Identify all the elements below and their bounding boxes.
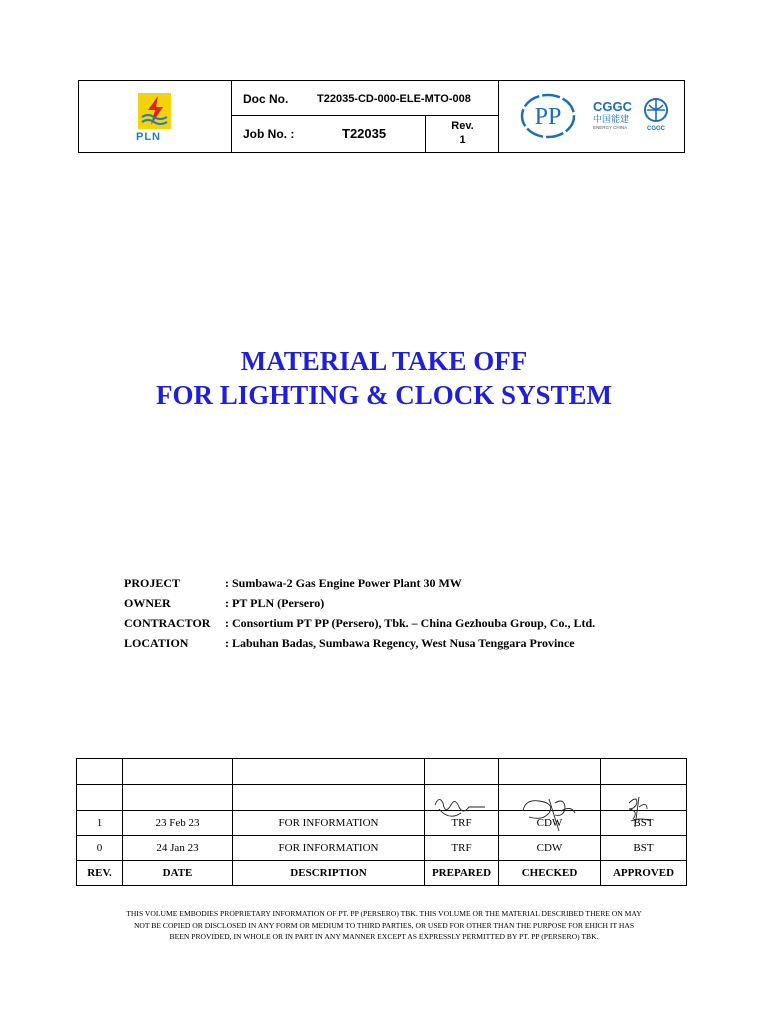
document-header bbox=[78, 80, 685, 153]
prepared-cell bbox=[425, 811, 499, 836]
table-header-row bbox=[77, 861, 687, 886]
rev-cell bbox=[77, 785, 123, 811]
pln-logo-text: PLN bbox=[136, 131, 161, 143]
contractor-label: CONTRACTOR bbox=[124, 616, 211, 630]
header-checked: CHECKED bbox=[499, 861, 601, 886]
project-label: PROJECT bbox=[124, 576, 181, 590]
revision-value: 1 bbox=[459, 134, 466, 146]
date-cell: 24 Jan 23 bbox=[123, 836, 233, 861]
header-date: DATE bbox=[123, 861, 233, 886]
job-number-value: T22035 bbox=[342, 126, 387, 141]
job-number-label: Job No. : bbox=[243, 127, 295, 141]
revision-cell bbox=[425, 116, 499, 152]
document-info-cell bbox=[232, 81, 499, 152]
header-approved: APPROVED bbox=[601, 861, 687, 886]
prepared-cell: TRF bbox=[425, 836, 499, 861]
header-prepared: PREPARED bbox=[425, 861, 499, 886]
cgec-logo-text: CGGC bbox=[593, 99, 632, 114]
revision-table bbox=[76, 758, 687, 886]
location-value: : Labuhan Badas, Sumbawa Regency, West Nusa Tenggara Province bbox=[225, 636, 575, 650]
doc-number-label: Doc No. bbox=[243, 92, 289, 106]
checked-cell bbox=[499, 785, 601, 811]
table-row bbox=[77, 785, 687, 811]
checked-cell: CDW bbox=[499, 836, 601, 861]
rev-cell: 1 bbox=[77, 811, 123, 836]
pp-logo-icon bbox=[519, 91, 577, 141]
owner-value: : PT PLN (Persero) bbox=[225, 596, 325, 610]
checked-cell bbox=[499, 759, 601, 785]
doc-number-value: T22035-CD-000-ELE-MTO-008 bbox=[317, 93, 471, 105]
document-title-line2: FOR LIGHTING & CLOCK SYSTEM bbox=[155, 380, 613, 410]
approved-value: BST bbox=[633, 817, 654, 829]
approved-cell bbox=[601, 811, 687, 836]
cgec-logo-subtext: 中国能建 bbox=[593, 115, 630, 125]
table-row bbox=[77, 759, 687, 785]
pln-logo-cell bbox=[79, 81, 232, 152]
owner-label: OWNER bbox=[124, 596, 171, 610]
pp-logo-text: PP bbox=[534, 104, 562, 130]
notice-line1: THIS VOLUME EMBODIES PROPRIETARY INFORMATION OF PT. PP (PERSERO) TBK. THIS VOLUME OR THE MATERIAL DESCRIBED THERE ON MAY bbox=[126, 909, 642, 918]
location-label: LOCATION bbox=[124, 636, 189, 650]
description-cell bbox=[233, 785, 425, 811]
approved-cell bbox=[601, 759, 687, 785]
table-row bbox=[77, 811, 687, 836]
header-description: DESCRIPTION bbox=[233, 861, 425, 886]
notice-line3: BEEN PROVIDED, IN WHOLE OR IN PART IN ANY MANNER EXCEPT AS EXPRESSLY PERMITTED BY PT. PP (PERSERO) TBK. bbox=[169, 932, 599, 941]
project-value: : Sumbawa-2 Gas Engine Power Plant 30 MW bbox=[225, 576, 462, 590]
notice-line2: NOT BE COPIED OR DISCLOSED IN ANY FORM OR MEDIUM TO THIRD PARTIES, OR USED FOR OTHER THAN THE PURPOSE FOR EHICH IT HAS bbox=[133, 920, 635, 930]
pln-logo-icon bbox=[138, 93, 171, 129]
description-cell: FOR INFORMATION bbox=[233, 836, 425, 861]
checked-value: CDW bbox=[536, 817, 563, 829]
proprietary-notice bbox=[70, 908, 698, 943]
contractor-value: : Consortium PT PP (Persero), Tbk. – China Gezhouba Group, Co., Ltd. bbox=[225, 616, 596, 630]
table-row bbox=[77, 836, 687, 861]
approved-cell: BST bbox=[601, 836, 687, 861]
job-number-row bbox=[232, 116, 498, 152]
doc-number-row bbox=[232, 81, 498, 116]
date-cell bbox=[123, 759, 233, 785]
prepared-cell bbox=[425, 785, 499, 811]
prepared-value: TRF bbox=[451, 817, 472, 829]
header-rev: REV. bbox=[77, 861, 123, 886]
date-cell: 23 Feb 23 bbox=[123, 811, 233, 836]
description-cell bbox=[233, 759, 425, 785]
prepared-cell bbox=[425, 759, 499, 785]
partner-logos-cell bbox=[499, 81, 683, 152]
approved-cell bbox=[601, 785, 687, 811]
cggc-emblem-text: CGGC bbox=[647, 126, 665, 132]
cgec-logo-icon bbox=[593, 98, 637, 132]
revision-label: Rev. bbox=[451, 120, 474, 132]
document-title-line1: MATERIAL TAKE OFF bbox=[240, 346, 528, 376]
checked-cell bbox=[499, 811, 601, 836]
cgec-logo-caption: ENERGY CHINA bbox=[593, 125, 628, 130]
cggc-emblem-logo-icon bbox=[642, 97, 670, 133]
date-cell bbox=[123, 785, 233, 811]
description-cell: FOR INFORMATION bbox=[233, 811, 425, 836]
rev-cell: 0 bbox=[77, 836, 123, 861]
rev-cell bbox=[77, 759, 123, 785]
